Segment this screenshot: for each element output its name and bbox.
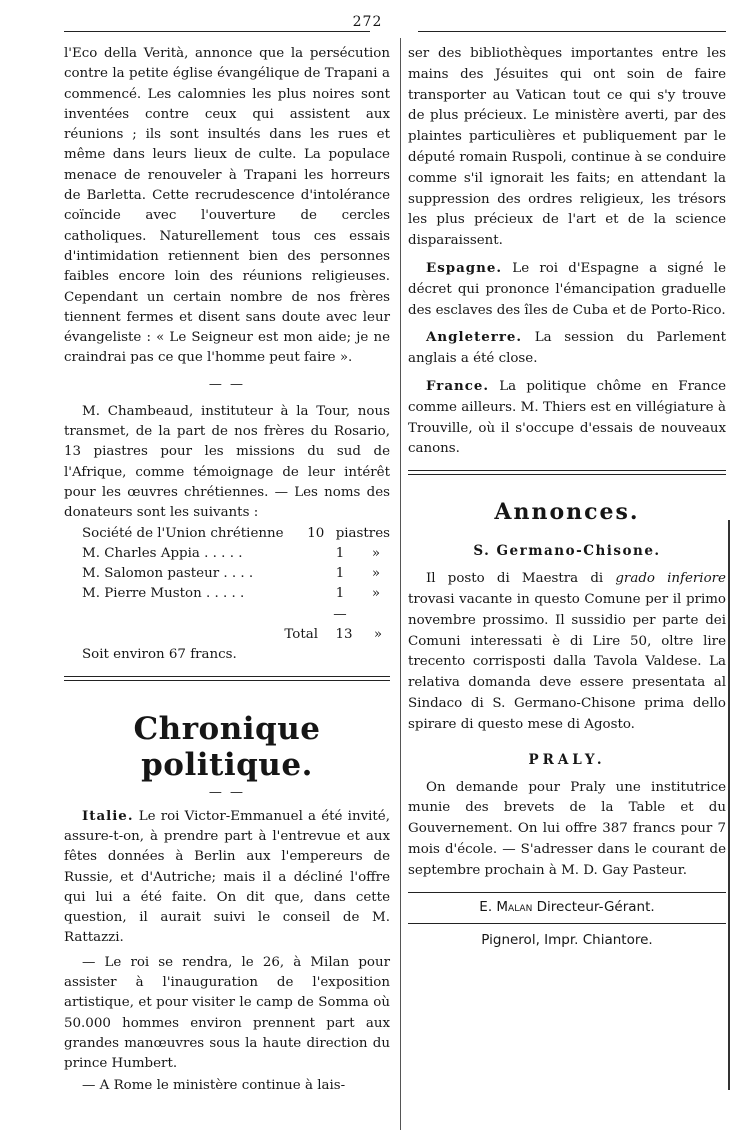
rome-continued: ser des bibliothèques importantes entre les mains des Jésuites qui ont soin de faire transporter au Vatican tout ce qui s'y trouve de plus précieux. Le ministère averti, par des plaintes particulières et publiquement par le député romain Ruspoli, continue à se conduire comme s'il ignorait les faits; en attendant la suppression des ordres religieux, les trésors les plus précieux de l'art et de la science disparaissent.: [408, 46, 726, 249]
espagne-text: Le roi d'Espagne a signé le décret qui prononce l'émancipation graduelle des esclaves des îles de Cuba et de Porto-Rico.: [408, 260, 726, 318]
page-number: 272: [352, 14, 383, 30]
milan-paragraph: — Le roi se rendra, le 26, à Milan pour assister à l'inauguration de l'exposition artistique, et pour visiter le camp de Somma où 50.000 hommes environ prennent part aux grandes manœuvres sous la haute direction du prince Humbert.: [64, 954, 390, 1072]
donor-amount: 10: [307, 525, 325, 541]
germano-paragraph: [408, 569, 726, 735]
chronique-separator: — —: [208, 784, 246, 800]
donor-amount: 1: [335, 545, 345, 561]
director-line: [408, 899, 726, 915]
italie-text: Le roi Victor-Emmanuel a été invité, assure-t-on, à prendre part à l'entrevue et aux fêtes données à Berlin aux l'empereurs de Russie, et d'Autriche; mais il a décliné l'offre qui lui a été faite. On dit que, dans cette question, il aurait suivi le conseil de M. Rattazzi.: [64, 808, 390, 946]
france-paragraph: [408, 376, 726, 460]
donor-name: M. Salomon pasteur . . . .: [82, 566, 254, 582]
donor-amount: 1: [335, 586, 345, 602]
annonces-title: Annonces.: [494, 499, 640, 526]
right-column: [408, 44, 726, 948]
total-dash: —: [333, 606, 347, 622]
donor-amount: 1: [335, 566, 345, 582]
persecution-paragraph: l'Eco della Verità, annonce que la persécution contre la petite église évangélique de Trapani a commencé. Les calomnies les plus noires sont inventées contre ceux qui assistent aux réunions ; ils sont insultés dans les rues et même dans leurs lieux de culte. La populace menace de renouveler à Trapani les horreurs de Barletta. Cette recrudescence d'intolérance coïncide avec l'ouverture de cercles catholiques. Naturellement tous ces essais d'intimidation retiennent bien des personnes faibles encore loin des réunions religieuses. Cependant un certain nombre de nos frères tiennent fermes et disent sans doute avec leur évangeliste : « Le Seigneur est mon aide; je ne craindrai pas ce que l'homme peut faire ».: [64, 46, 390, 366]
header-rule-right: [418, 31, 726, 32]
donor-unit: piastres: [335, 525, 390, 541]
angleterre-paragraph: [408, 327, 726, 370]
page-edge-shadow: [728, 520, 730, 1090]
donor-unit: »: [371, 545, 381, 561]
italie-label: Italie.: [82, 807, 134, 824]
donor-name: M. Charles Appia . . . . .: [82, 545, 243, 561]
rome-paragraph: — A Rome le ministère continue à lais-: [82, 1078, 346, 1094]
chronique-title: Chronique politique.: [133, 710, 321, 783]
total-unit: »: [373, 627, 383, 643]
espagne-label: Espagne.: [426, 259, 503, 276]
separator: — —: [208, 376, 246, 392]
donor-unit: »: [371, 566, 381, 582]
donor-row: [82, 564, 390, 584]
donor-row: [82, 524, 390, 544]
donor-name: M. Pierre Muston . . . . .: [82, 586, 245, 602]
donor-name: Société de l'Union chrétienne: [82, 525, 284, 541]
section-rule: [408, 470, 726, 475]
total-label: Total: [284, 627, 318, 643]
germano-text-b: trovasi vacante in questo Comune per il primo novembre prossimo. Il sussidio per parte dei Comuni interessati è di Lire 50, oltre lire trecento corrisposti dalla Tavola Valdese. La relativa domanda deve essere presentata al Sindaco di S. Germano-Chisone prima dello spirare di questo mese di Agosto.: [408, 591, 726, 732]
footer-rule: [408, 923, 726, 924]
approx-total: Soit environ 67 francs.: [82, 647, 237, 663]
donor-list: [64, 524, 390, 666]
praly-paragraph: On demande pour Praly une institutrice munie des brevets de la Table et du Gouvernement. On lui offre 387 francs pour 7 mois d'école. — S'adresser dans le courant de septembre prochain à M. D. Gay Pasteur.: [408, 779, 726, 878]
chambeaud-paragraph: M. Chambeaud, instituteur à la Tour, nous transmet, de la part de nos frères du Rosario, 13 piastres pour les missions du sud de l'Afrique, comme témoignage de leur intérêt pour les œuvres chrétiennes. — Les noms des donateurs sont les suivants :: [64, 403, 390, 521]
printer-line: Pignerol, Impr. Chiantore.: [481, 931, 653, 948]
header-rule-left: [64, 31, 370, 32]
france-text: La politique chôme en France comme ailleurs. M. Thiers est en villégiature à Trouville, où il s'occupe d'essais de nouveaux canons.: [408, 378, 726, 457]
germano-heading: S. Germano-Chisone.: [473, 543, 661, 560]
left-column: [64, 44, 390, 1097]
total-row: [82, 625, 390, 645]
director-title: Directeur-Gérant.: [536, 898, 655, 915]
donor-unit: »: [371, 586, 381, 602]
column-divider: [400, 38, 401, 1130]
germano-italic: grado inferiore: [615, 571, 726, 587]
france-label: France.: [426, 377, 490, 394]
footer-rule: [408, 892, 726, 893]
angleterre-text: La session du Parlement anglais a été close.: [408, 330, 726, 367]
praly-heading: PRALY.: [528, 751, 606, 768]
donor-row: [82, 544, 390, 564]
donor-row: [82, 584, 390, 604]
germano-text-a: Il posto di Maestra di: [426, 571, 616, 587]
angleterre-label: Angleterre.: [426, 329, 523, 346]
italie-paragraph: [64, 806, 390, 949]
director-name: E. Malan: [479, 898, 533, 915]
total-amount: 13: [335, 627, 353, 643]
section-rule: [64, 676, 390, 681]
espagne-paragraph: [408, 258, 726, 321]
total-dash-row: [82, 605, 390, 625]
